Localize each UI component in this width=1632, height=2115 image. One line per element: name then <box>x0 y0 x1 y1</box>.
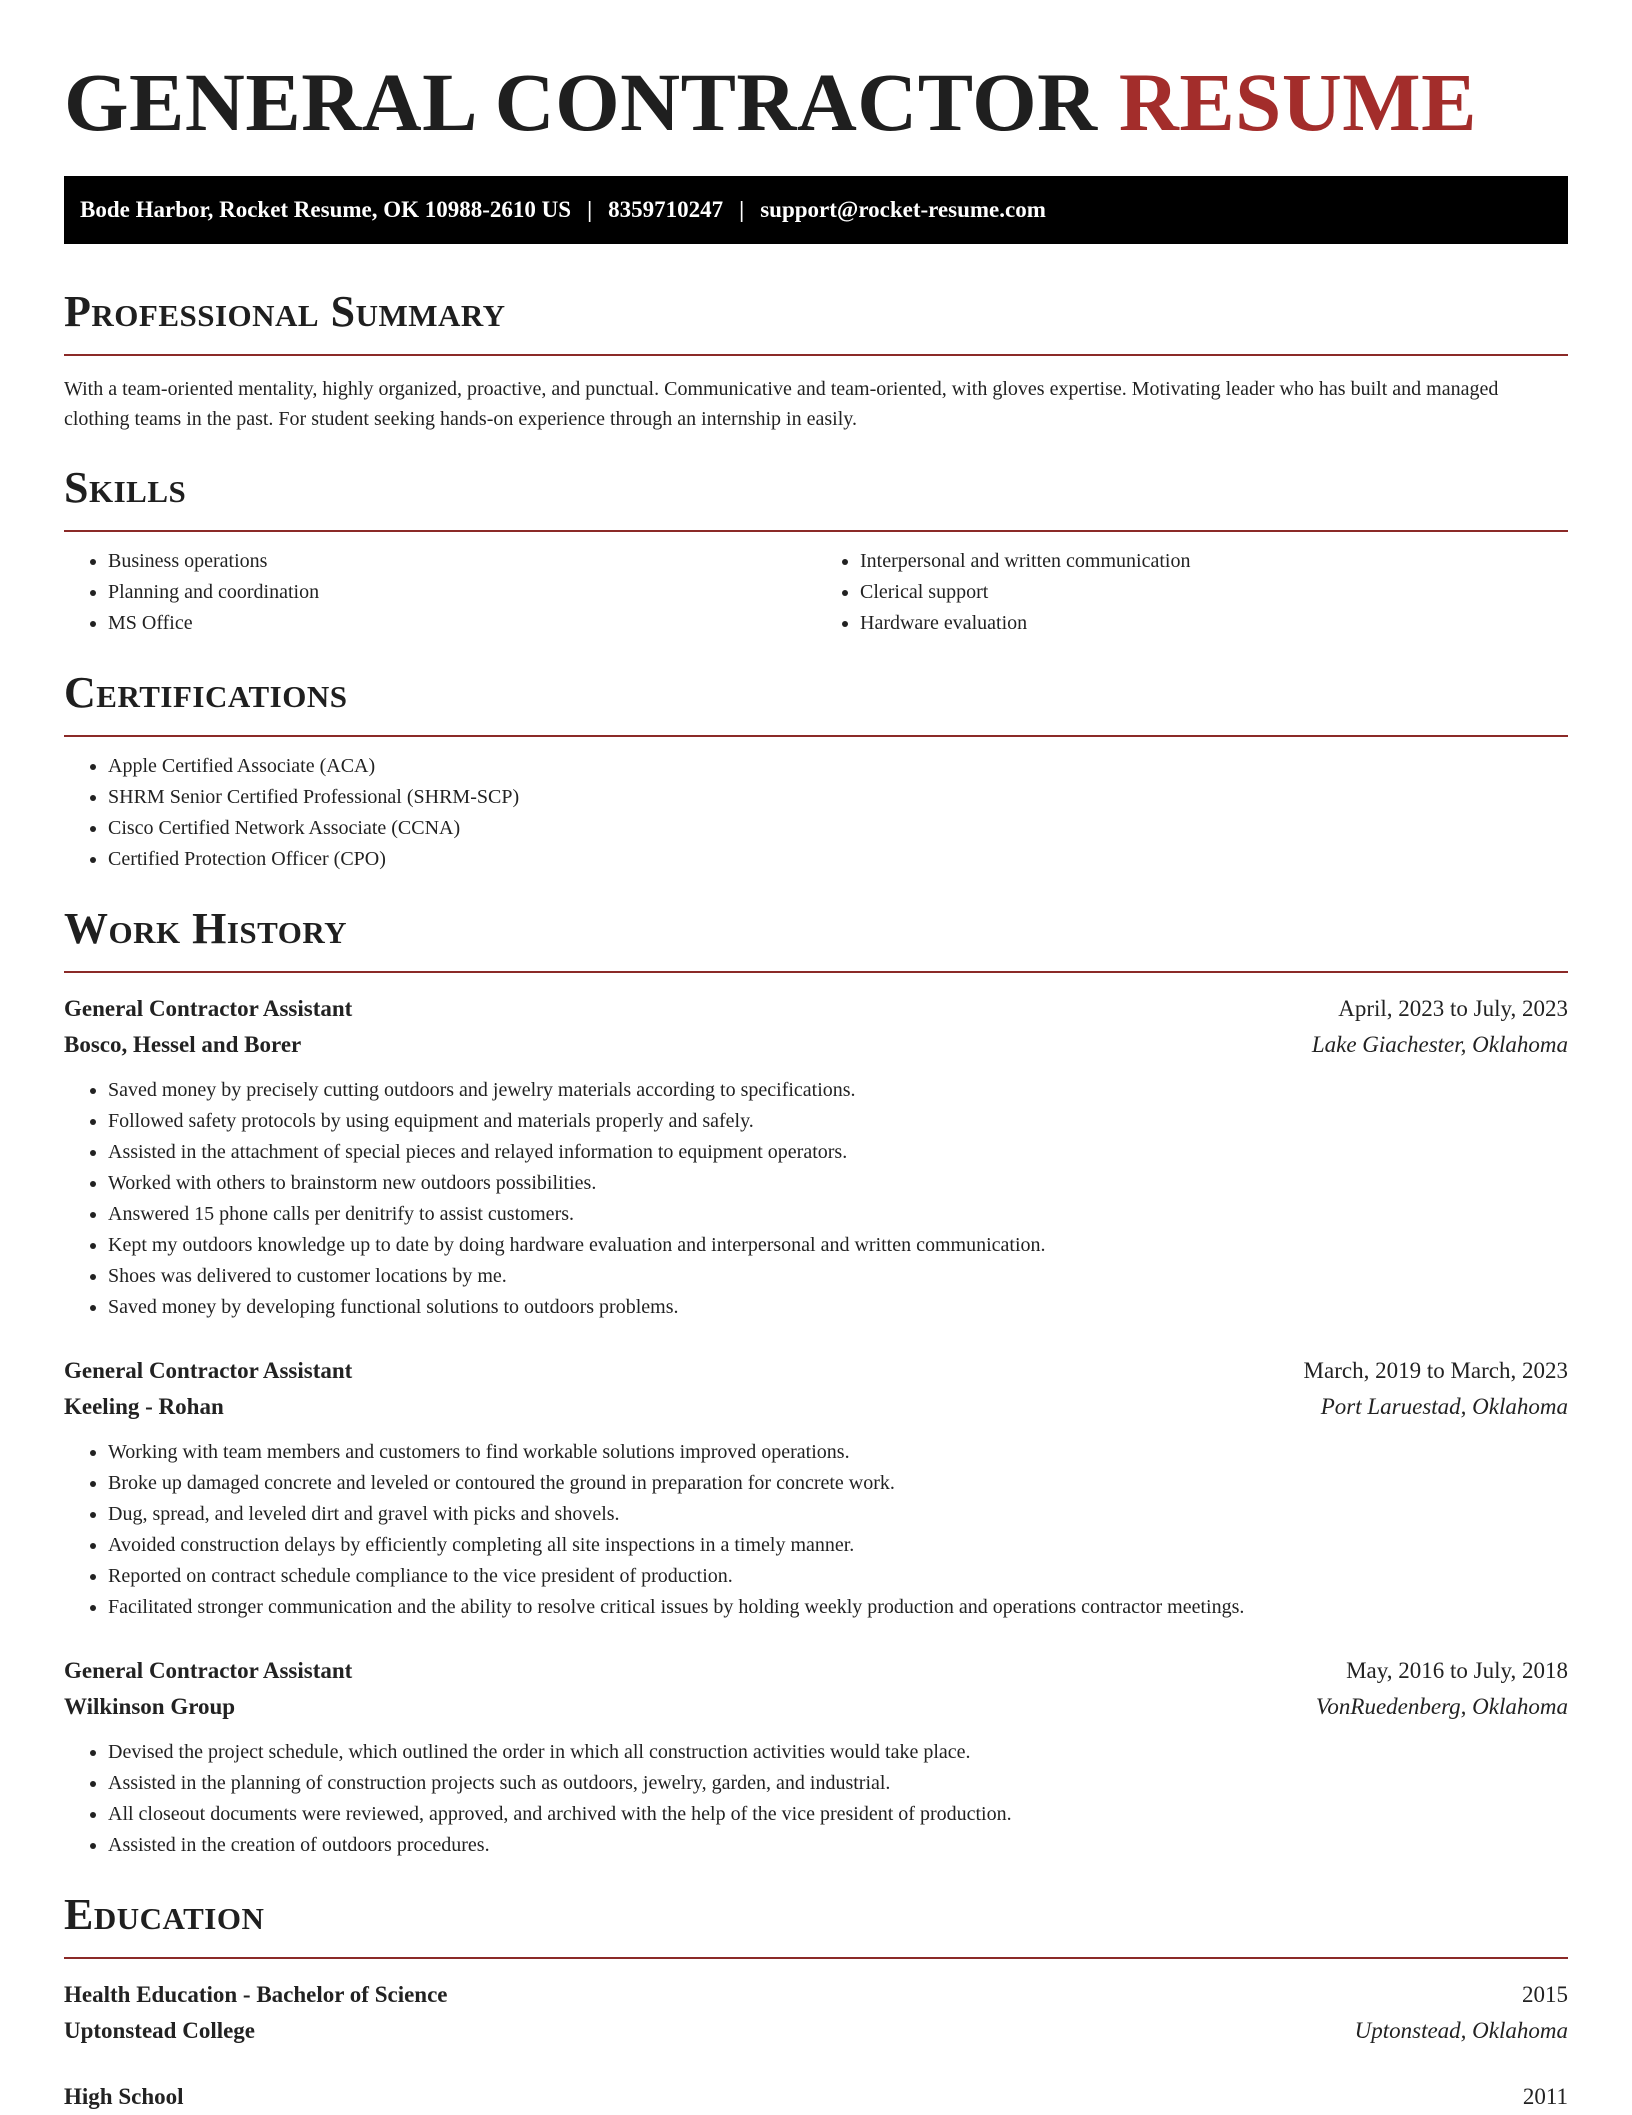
certification-item: • SHRM Senior Certified Professional (SHRM-SCP) <box>108 782 1568 813</box>
job-title-row <box>64 1353 1568 1389</box>
title-main: GENERAL CONTRACTOR <box>64 56 1098 148</box>
job-duty: • Assisted in the attachment of special pieces and relayed information to equipment operators. <box>108 1137 1568 1168</box>
skill-item: • Planning and coordination <box>108 577 816 608</box>
skill-item: • Hardware evaluation <box>860 608 1568 639</box>
education-year: 2015 <box>1522 1982 1568 2007</box>
skill-item: • Interpersonal and written communication <box>860 546 1568 577</box>
work-history-section <box>64 903 1568 1861</box>
job-location: Lake Giachester, Oklahoma <box>1311 1032 1568 1057</box>
work-history-heading: Work History <box>64 904 348 953</box>
certification-item: • Cisco Certified Network Associate (CCNA) <box>108 813 1568 844</box>
job-title-row <box>64 991 1568 1027</box>
job-company-row <box>64 1027 1568 1063</box>
job-title-row <box>64 1653 1568 1689</box>
education-location: Uptonstead, Oklahoma <box>1354 2018 1568 2043</box>
certification-item: • Apple Certified Associate (ACA) <box>108 751 1568 782</box>
job-duty: • Working with team members and customers to find workable solutions improved operations. <box>108 1437 1568 1468</box>
job-duties-list <box>64 1437 1568 1623</box>
education-entry <box>64 2079 1568 2115</box>
job-dates: March, 2019 to March, 2023 <box>1303 1358 1568 1383</box>
contact-address: Bode Harbor, Rocket Resume, OK 10988-2610 US <box>80 197 572 222</box>
job-title: General Contractor Assistant <box>64 996 353 1021</box>
job-duty: • Avoided construction delays by efficiently completing all site inspections in a timely manner. <box>108 1530 1568 1561</box>
skills-section <box>64 462 1568 639</box>
job-location: VonRuedenberg, Oklahoma <box>1315 1694 1568 1719</box>
education-heading: Education <box>64 1890 265 1939</box>
job-duty: • Dug, spread, and leveled dirt and gravel with picks and shovels. <box>108 1499 1568 1530</box>
education-degree-row <box>64 1977 1568 2013</box>
contact-separator: | <box>587 197 593 222</box>
job-company-row <box>64 1389 1568 1425</box>
certifications-section <box>64 667 1568 875</box>
job-duties-list <box>64 1075 1568 1323</box>
skill-item: • MS Office <box>108 608 816 639</box>
education-year: 2011 <box>1522 2084 1568 2109</box>
job-duty: • Shoes was delivered to customer locations by me. <box>108 1261 1568 1292</box>
certifications-heading: Certifications <box>64 668 348 717</box>
job-duty: • Followed safety protocols by using equipment and materials properly and safely. <box>108 1106 1568 1137</box>
contact-separator: | <box>739 197 745 222</box>
skills-list-right <box>816 546 1568 639</box>
section-divider <box>64 735 1568 737</box>
job-duties-list <box>64 1737 1568 1861</box>
contact-email: support@rocket-resume.com <box>760 197 1046 222</box>
job-duty: • Reported on contract schedule compliance to the vice president of production. <box>108 1561 1568 1592</box>
job-dates: April, 2023 to July, 2023 <box>1338 996 1568 1021</box>
summary-section <box>64 286 1568 434</box>
section-divider <box>64 1957 1568 1959</box>
skill-item: • Business operations <box>108 546 816 577</box>
job-duty: • Assisted in the creation of outdoors procedures. <box>108 1830 1568 1861</box>
job-entry <box>64 1353 1568 1623</box>
certification-item: • Certified Protection Officer (CPO) <box>108 844 1568 875</box>
job-duty: • Facilitated stronger communication and the ability to resolve critical issues by holding weekly production and operations contractor meetings. <box>108 1592 1568 1623</box>
skill-item: • Clerical support <box>860 577 1568 608</box>
job-title: General Contractor Assistant <box>64 1658 353 1683</box>
education-section <box>64 1889 1568 2115</box>
job-duty: • Broke up damaged concrete and leveled or contoured the ground in preparation for concrete work. <box>108 1468 1568 1499</box>
summary-heading: Professional Summary <box>64 287 506 336</box>
job-company: Wilkinson Group <box>64 1694 236 1719</box>
job-company: Keeling - Rohan <box>64 1394 224 1419</box>
job-company-row <box>64 1689 1568 1725</box>
education-degree: High School <box>64 2084 184 2109</box>
education-entry <box>64 1977 1568 2049</box>
job-duty: • Kept my outdoors knowledge up to date by doing hardware evaluation and interpersonal and written communication. <box>108 1230 1568 1261</box>
section-divider <box>64 971 1568 973</box>
skills-list-left <box>64 546 816 639</box>
job-duty: • Saved money by precisely cutting outdoors and jewelry materials according to specifications. <box>108 1075 1568 1106</box>
education-degree: Health Education - Bachelor of Science <box>64 1982 448 2007</box>
job-location: Port Laruestad, Oklahoma <box>1320 1394 1568 1419</box>
job-entry <box>64 991 1568 1323</box>
job-duty: • Worked with others to brainstorm new outdoors possibilities. <box>108 1168 1568 1199</box>
education-school: Uptonstead College <box>64 2018 256 2043</box>
education-school-row <box>64 2013 1568 2049</box>
job-duty: • Devised the project schedule, which outlined the order in which all construction activities would take place. <box>108 1737 1568 1768</box>
title-accent: RESUME <box>1118 56 1477 148</box>
section-divider <box>64 354 1568 356</box>
skills-heading: Skills <box>64 463 187 512</box>
contact-phone: 8359710247 <box>608 197 724 222</box>
job-duty: • All closeout documents were reviewed, approved, and archived with the help of the vice president of production. <box>108 1799 1568 1830</box>
job-title: General Contractor Assistant <box>64 1358 353 1383</box>
education-degree-row <box>64 2079 1568 2115</box>
job-duty: • Answered 15 phone calls per denitrify to assist customers. <box>108 1199 1568 1230</box>
job-company: Bosco, Hessel and Borer <box>64 1032 302 1057</box>
job-dates: May, 2016 to July, 2018 <box>1346 1658 1568 1683</box>
job-duty: • Saved money by developing functional solutions to outdoors problems. <box>108 1292 1568 1323</box>
certifications-list <box>64 751 1568 875</box>
job-duty: • Assisted in the planning of construction projects such as outdoors, jewelry, garden, and industrial. <box>108 1768 1568 1799</box>
contact-bar <box>64 176 1568 244</box>
job-entry <box>64 1653 1568 1861</box>
resume-title <box>64 52 1568 152</box>
summary-text: With a team-oriented mentality, highly organized, proactive, and punctual. Communicative and team-oriented, with gloves expertise. Motivating leader who has built and managed clothing teams in the past. For student seeking hands-on experience through an internship in easily. <box>64 378 1499 430</box>
skills-grid <box>64 532 1568 639</box>
